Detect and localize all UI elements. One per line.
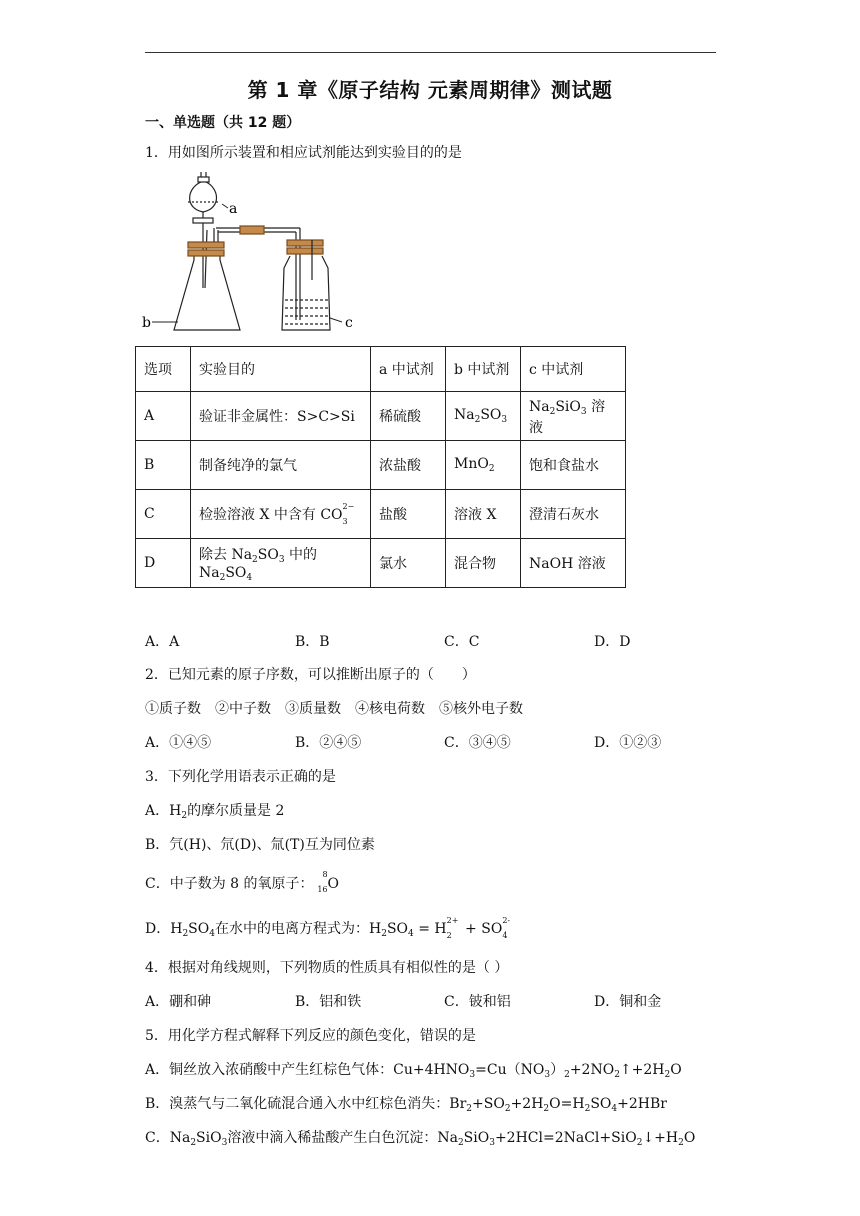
header-rule <box>145 52 716 53</box>
header-cell: 实验目的 <box>191 347 371 392</box>
row-a-reagent: 浓盐酸 <box>371 441 446 490</box>
row-a-reagent: 稀硫酸 <box>371 392 446 441</box>
row-b-reagent: 溶液 X <box>446 490 521 539</box>
row-c-reagent: 饱和食盐水 <box>521 441 626 490</box>
q2-stem: 2．已知元素的原子序数，可以推断出原子的（ ） <box>145 667 476 683</box>
q5-stem: 5．用化学方程式解释下列反应的颜色变化，错误的是 <box>145 1028 476 1044</box>
q3-option-a[interactable]: A．$H_2$的摩尔质量是 2 <box>145 803 285 821</box>
row-option: B <box>136 441 191 490</box>
q1-option-d[interactable]: D．D <box>594 634 631 650</box>
row-option: D <box>136 539 191 588</box>
row-option: C <box>136 490 191 539</box>
row-a-reagent: 盐酸 <box>371 490 446 539</box>
row-c-reagent: $Na_2SiO_3$ 溶液 <box>521 392 626 441</box>
row-option: A <box>136 392 191 441</box>
q3-option-b[interactable]: B．氕(H)、氘(D)、氚(T)互为同位素 <box>145 837 375 853</box>
header-cell: 选项 <box>136 347 191 392</box>
label-c: c <box>345 315 353 331</box>
row-c-reagent: 澄清石灰水 <box>521 490 626 539</box>
q4-option-d[interactable]: D．铜和金 <box>594 994 662 1010</box>
table-row <box>136 539 626 588</box>
q4-option-b[interactable]: B．铝和铁 <box>295 994 362 1010</box>
q1-stem: 1．用如图所示装置和相应试剂能达到实验目的的是 <box>145 145 462 161</box>
nuclide-notation: 8 16 <box>317 870 328 894</box>
row-c-reagent: NaOH 溶液 <box>521 539 626 588</box>
q2-option-d[interactable]: D．①②③ <box>594 735 662 751</box>
apparatus-figure <box>142 170 362 340</box>
header-cell: b 中试剂 <box>446 347 521 392</box>
gas-washing-bottle <box>282 240 330 330</box>
row-b-reagent: 混合物 <box>446 539 521 588</box>
q2-option-a[interactable]: A．①④⑤ <box>145 735 212 751</box>
label-a-leader <box>222 204 228 208</box>
section-heading: 一、单选题（共 12 题） <box>145 115 301 131</box>
q1-table <box>135 346 626 588</box>
q5-option-c[interactable]: C．$Na_2SiO_3$溶液中滴入稀盐酸产生白色沉淀：$Na_2SiO_3+2HCl=2NaCl+SiO_2↓+H_2O$ <box>145 1130 696 1148</box>
row-a-reagent: 氯水 <box>371 539 446 588</box>
label-a: a <box>229 201 238 217</box>
label-b: b <box>142 315 151 331</box>
table-row <box>136 490 626 539</box>
conical-flask <box>174 228 240 330</box>
q1-option-b[interactable]: B．B <box>295 634 330 650</box>
q1-option-a[interactable]: A．A <box>145 634 180 650</box>
q5-option-b[interactable]: B．溴蒸气与二氧化硫混合通入水中红棕色消失：$Br_2+SO_2+2H_2O=H_2SO_4+2HBr$ <box>145 1096 667 1114</box>
q2-items: ①质子数 ②中子数 ③质量数 ④核电荷数 ⑤核外电子数 <box>145 701 523 717</box>
q2-option-b[interactable]: B．②④⑤ <box>295 735 362 751</box>
row-purpose: 制备纯净的氯气 <box>191 441 371 490</box>
page-title: 第 1 章《原子结构 元素周期律》测试题 <box>247 78 613 102</box>
row-purpose: 验证非金属性：S>C>Si <box>191 392 371 441</box>
header-cell: c 中试剂 <box>521 347 626 392</box>
q4-option-a[interactable]: A．硼和砷 <box>145 994 212 1010</box>
row-purpose: 除去 $Na_2SO_3$ 中的 $Na_2SO_4$ <box>191 539 371 588</box>
q5-option-a[interactable]: A．铜丝放入浓硝酸中产生红棕色气体：$Cu+4HNO_3=Cu(NO_3)_2+2NO_2↑+2H_2O$ <box>145 1062 682 1080</box>
header-cell: a 中试剂 <box>371 347 446 392</box>
row-b-reagent: $Na_2SO_3$ <box>446 392 521 441</box>
q4-stem: 4．根据对角线规则，下列物质的性质具有相似性的是（ ） <box>145 960 509 976</box>
row-purpose: 检验溶液 X 中含有 CO 2− 3 <box>191 490 371 539</box>
q4-option-c[interactable]: C．铍和铝 <box>444 994 511 1010</box>
q2-option-c[interactable]: C．③④⑤ <box>444 735 511 751</box>
table-row <box>136 392 626 441</box>
q3-option-d[interactable]: D．$H_2SO_4$在水中的电离方程式为：$H_2SO_4 = H$ 2+ 2 + SO 2- 4 <box>145 916 511 940</box>
table-header-row <box>136 347 626 392</box>
q3-stem: 3．下列化学用语表示正确的是 <box>145 769 336 785</box>
q3-option-c[interactable]: C．中子数为 8 的氧原子： 8 16 O <box>145 870 340 894</box>
q1-option-c[interactable]: C．C <box>444 634 480 650</box>
row-b-reagent: MnO$_2$ <box>446 441 521 490</box>
table-row <box>136 441 626 490</box>
